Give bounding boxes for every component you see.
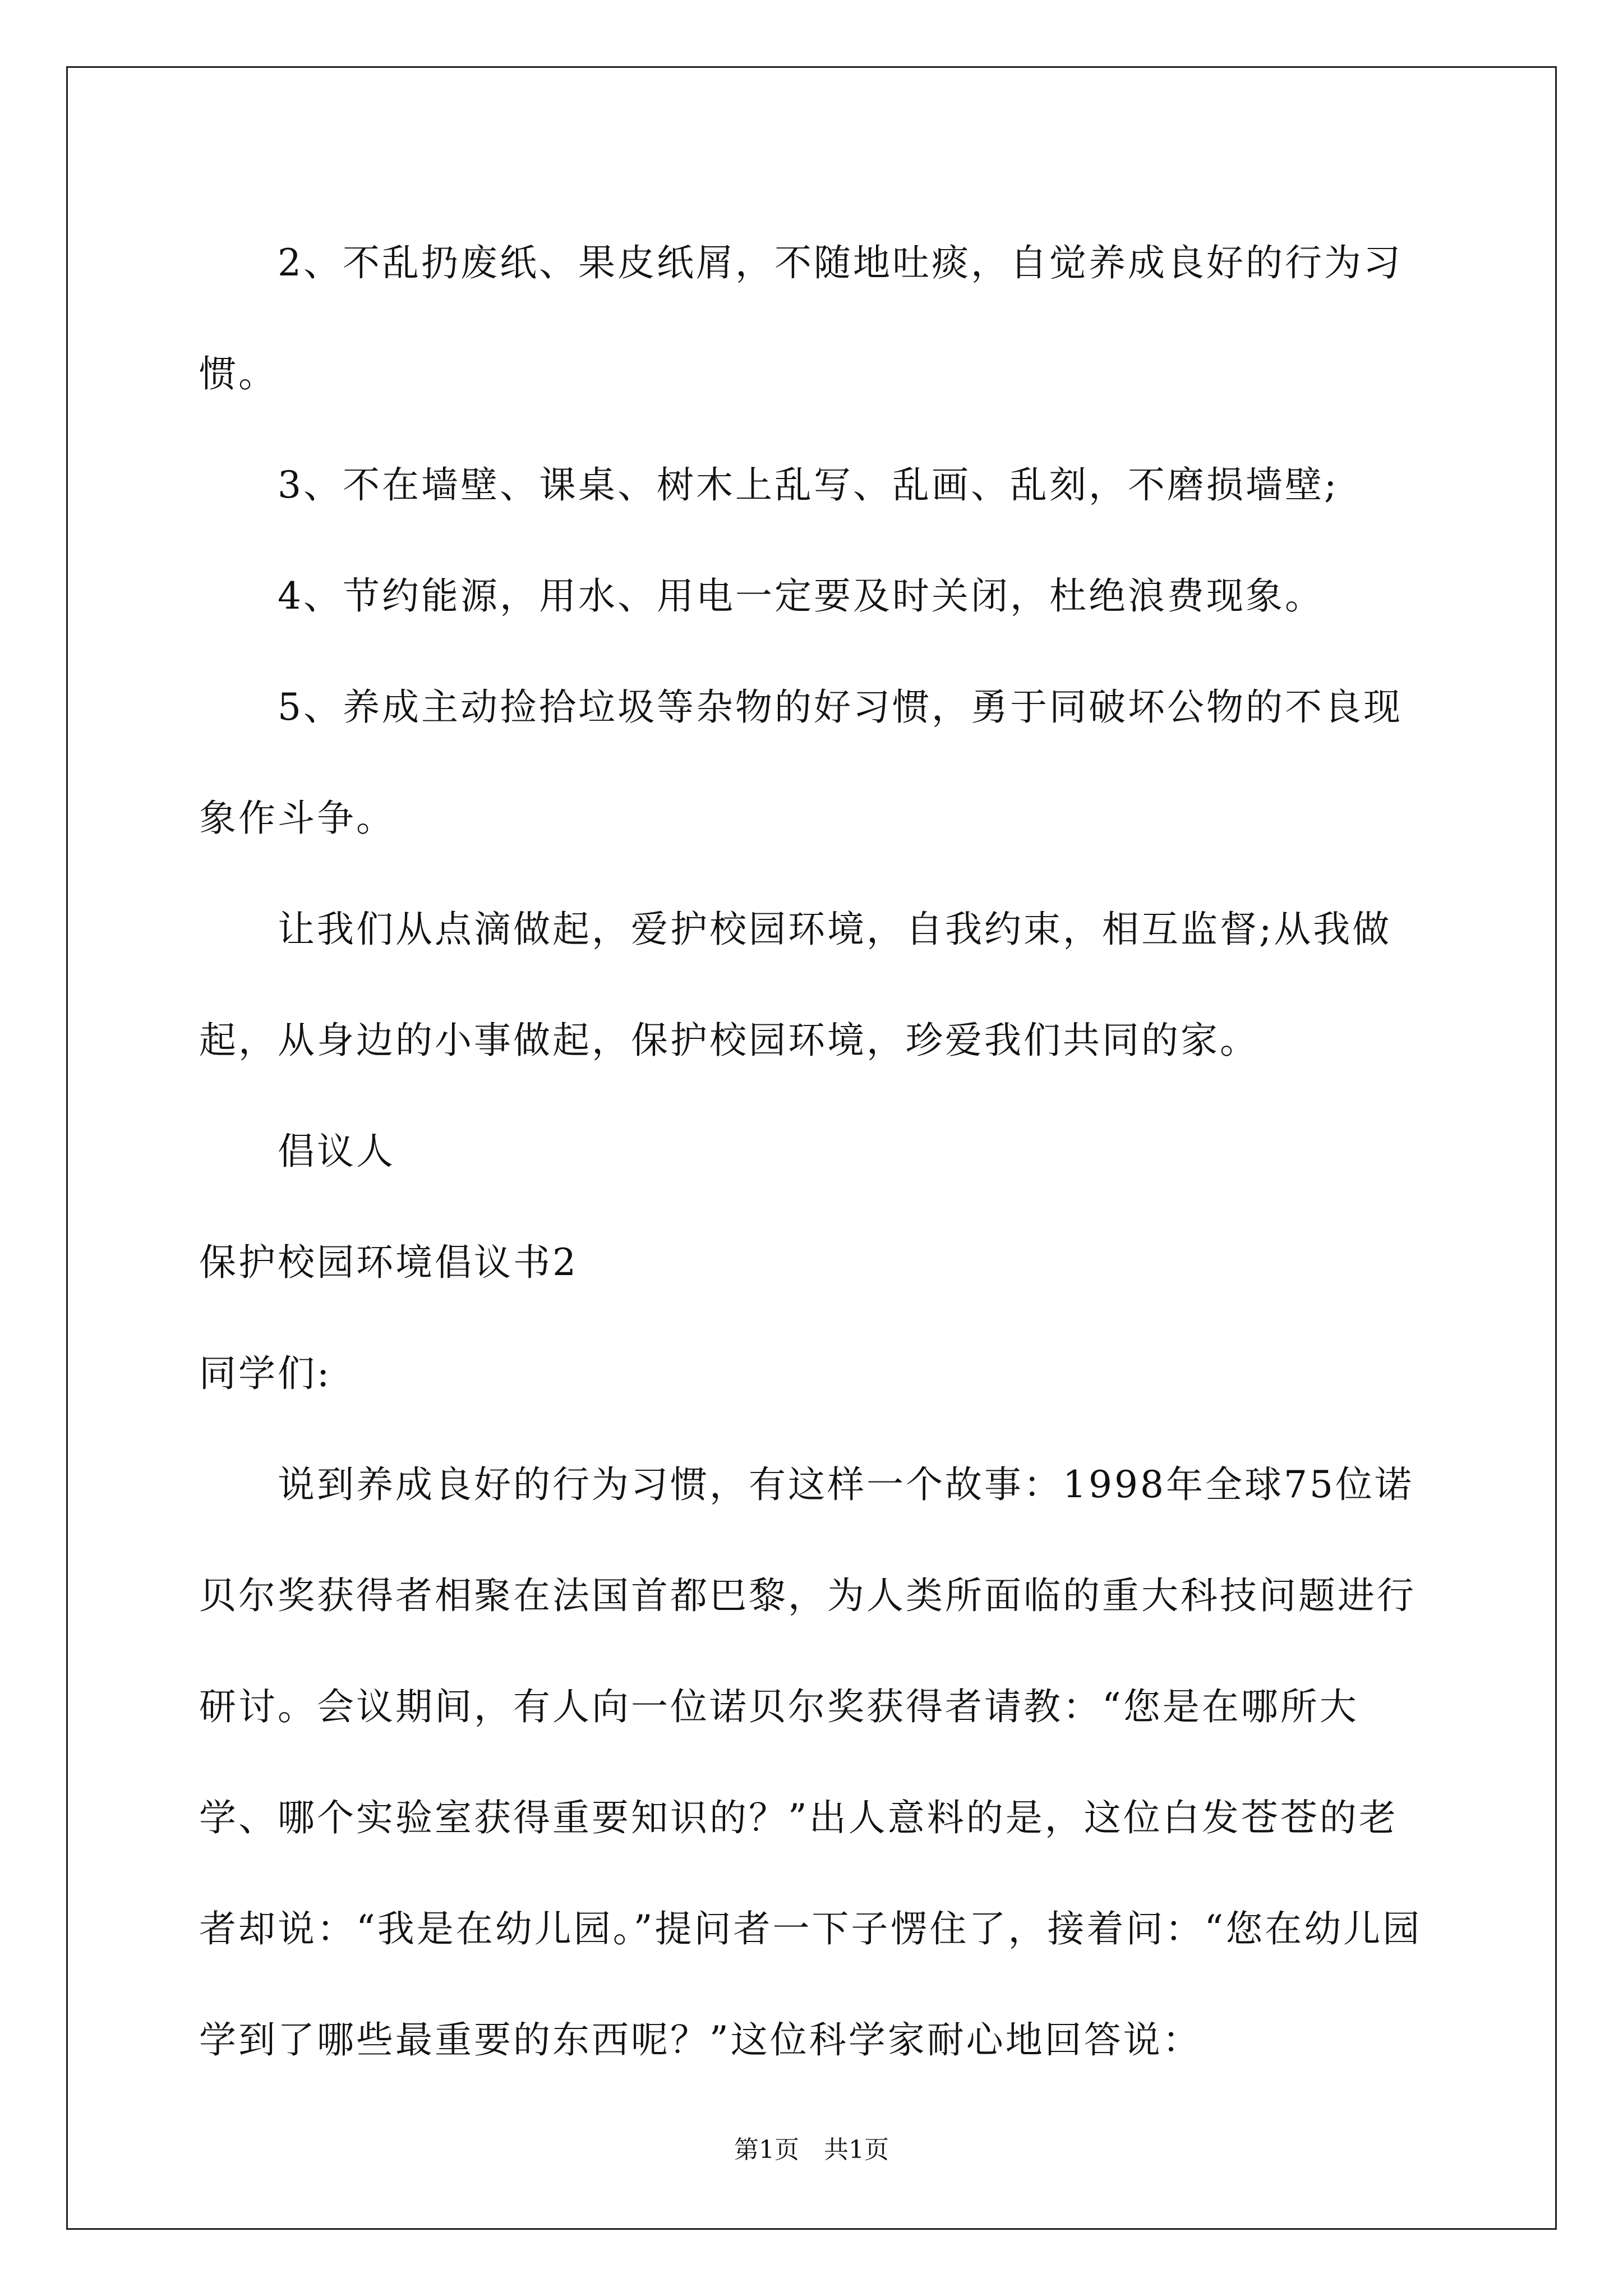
paragraph-item-4: 4、节约能源，用水、用电一定要及时关闭，杜绝浪费现象。 (278, 574, 1324, 618)
salutation: 同学们: (199, 1352, 332, 1395)
paragraph-closing: 让我们从点滴做起，爱护校园环境，自我约束，相互监督;从我做起，从身边的小事做起，保护校园环境，珍爱我们共同的家。 (199, 908, 1392, 1062)
paragraph-item-5: 5、养成主动捡拾垃圾等杂物的好习惯，勇于同破坏公物的不良现象作斗争。 (199, 685, 1403, 840)
document-body (199, 208, 1430, 2096)
proposer-label: 倡议人 (278, 1130, 395, 1173)
section-title: 保护校园环境倡议书2 (199, 1241, 578, 1284)
story-paragraph: 说到养成良好的行为习惯，有这样一个故事：1998年全球75位诺贝尔奖获得者相聚在法国首都巴黎，为人类所面临的重大科技问题进行研讨。会议期间，有人向一位诺贝尔奖获得者请教：“您是在哪所大学、哪个实验室获得重要知识的？”出人意料的是，这位白发苍苍的老者却说：“我是在幼儿园。”提问者一下子愣住了，接着问：“您在幼儿园学到了哪些最重要的东西呢？”这位科学家耐心地回答说： (199, 1463, 1422, 2062)
paragraph-item-3: 3、不在墙壁、课桌、树木上乱写、乱画、乱刻，不磨损墙壁; (278, 463, 1339, 507)
page-number: 第1页 共1页 (734, 2136, 889, 2164)
paragraph-item-2: 2、不乱扔废纸、果皮纸屑，不随地吐痰，自觉养成良好的行为习惯。 (199, 241, 1403, 395)
